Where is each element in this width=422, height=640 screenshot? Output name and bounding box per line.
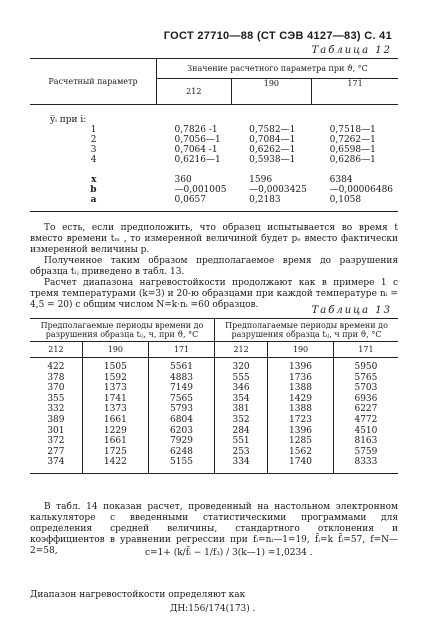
table-cell: 1741 (82, 394, 148, 405)
table-cell: 372 (47, 436, 65, 447)
table-cell: —0,001005 (174, 185, 227, 195)
row-label: 2 (90, 135, 97, 145)
temp-header: 212 (215, 342, 268, 358)
table-cell: 1740 (268, 457, 334, 468)
value-header: Значение расчетного параметра при ϑ, °C (157, 59, 399, 79)
table-cell: 1596 (249, 175, 273, 185)
table-cell: 284 (215, 426, 268, 437)
table-cell: 1562 (268, 447, 334, 458)
table-row (30, 373, 398, 384)
table-cell: 0,1058 (329, 195, 362, 205)
temp-header: 212 (30, 342, 82, 358)
table-cell: —0,0003425 (249, 185, 307, 195)
table-cell: 551 (215, 436, 268, 447)
table-cell: 1285 (268, 436, 334, 447)
table-cell: 253 (215, 447, 268, 458)
table-cell: 1396 (268, 426, 334, 437)
table-cell: 1422 (82, 457, 148, 468)
table-row (30, 394, 398, 405)
row-label: b (90, 185, 97, 195)
table-13 (30, 318, 398, 474)
table-cell: 7565 (148, 394, 214, 405)
temp-header: 212 (157, 79, 232, 105)
table-cell: 370 (47, 383, 65, 394)
table-cell: 6384 (329, 175, 353, 185)
table-cell: 4772 (333, 415, 398, 426)
paragraph: Полученное таким образом предполагаемое время до разрушения образца tᵢⱼ приведено в табл. 13. (30, 256, 398, 277)
table-cell: 1723 (268, 415, 334, 426)
table-row (30, 457, 398, 468)
row-label: 3 (90, 145, 97, 155)
table-cell: 1505 (82, 362, 148, 373)
table-row (30, 362, 398, 373)
table-cell: 5703 (333, 383, 398, 394)
group-header: Предполагаемые периоды времени до разрушения образца tᵢⱼ, ч при ϑ, °C (215, 319, 398, 342)
table-cell: 1661 (82, 436, 148, 447)
table-cell: 389 (47, 414, 65, 425)
result: ДН:156/174(173) . (170, 604, 256, 614)
yi-label: y̅ᵢ при i: (50, 115, 87, 125)
table-cell: 0,7826 -1 (174, 125, 218, 135)
table-cell: 1229 (82, 426, 148, 437)
table-cell: 8163 (333, 436, 398, 447)
table-cell: 1388 (268, 404, 334, 415)
table-cell: 355 (47, 393, 65, 404)
table-row (30, 125, 398, 135)
temp-header: 190 (82, 342, 148, 358)
table-cell: 4510 (333, 426, 398, 437)
table-cell: 0,6216—1 (174, 155, 221, 165)
table-cell: 1661 (82, 415, 148, 426)
table-cell: 0,6286—1 (329, 155, 376, 165)
table-cell: 0,7518—1 (329, 125, 376, 135)
table-cell: 4883 (148, 373, 214, 384)
table-cell: 346 (215, 383, 268, 394)
table-cell: 6936 (333, 394, 398, 405)
table-row (30, 195, 398, 205)
table-cell: 7929 (148, 436, 214, 447)
table-cell: 1429 (268, 394, 334, 405)
table-row (30, 135, 398, 145)
table-cell: 1388 (268, 383, 334, 394)
table-cell: 1373 (82, 404, 148, 415)
row-label: x (91, 175, 97, 185)
temp-header: 171 (333, 342, 398, 358)
table-cell: 5793 (148, 404, 214, 415)
temp-header: 190 (268, 342, 334, 358)
table-row (30, 436, 398, 447)
table-row (30, 426, 398, 437)
formula-c: c=1+ (k/f̄ᵢ − 1/f₃) / 3(k—1) =1,0234 . (145, 548, 313, 558)
table-cell: 5950 (333, 362, 398, 373)
table-cell: 301 (47, 425, 65, 436)
table-cell: 320 (215, 362, 268, 373)
table-cell: 378 (47, 372, 65, 383)
table-cell: 1373 (82, 383, 148, 394)
table-cell: 6804 (148, 415, 214, 426)
table-cell: 0,7084—1 (249, 135, 296, 145)
table-cell: 5155 (148, 457, 214, 468)
table-row (30, 415, 398, 426)
table-cell: 6248 (148, 447, 214, 458)
paragraph: То есть, если предположить, что образец испытывается во время t вместо времени tₘ , то измеренной величиной будет pₑ вместо фактически измеренной величины p. (30, 223, 398, 255)
table-cell: 0,2183 (249, 195, 281, 205)
table-cell: 0,5938—1 (249, 155, 296, 165)
table-cell: 0,6262—1 (249, 145, 296, 155)
table-cell: 5561 (148, 362, 214, 373)
table-cell: 8333 (333, 457, 398, 468)
param-header: Расчетный параметр (30, 59, 157, 105)
row-label: 4 (90, 155, 97, 165)
table-cell: 381 (215, 404, 268, 415)
table-cell: 332 (47, 404, 65, 415)
table-cell: 334 (215, 457, 268, 468)
table-cell: 6203 (148, 426, 214, 437)
table-cell: 1592 (82, 373, 148, 384)
table-cell: 1736 (268, 373, 334, 384)
page-header: ГОСТ 27710—88 (СТ СЭВ 4127—83) С. 41 (163, 30, 392, 42)
table-row (30, 145, 398, 155)
table-row (30, 383, 398, 394)
group-header: Предполагаемые периоды времени до разрушения образца tᵢⱼ, ч, при ϑ, °C (30, 319, 215, 342)
table-row (30, 165, 398, 185)
table-12-caption: Таблица 12 (311, 45, 392, 56)
table-cell: 354 (215, 394, 268, 405)
table-cell: 352 (215, 415, 268, 426)
table-cell: —0,00006486 (329, 185, 394, 195)
table-cell: 0,7582—1 (249, 125, 296, 135)
paragraph: Диапазон нагревостойкости определяют как (30, 590, 246, 600)
table-cell: 0,6598—1 (329, 145, 376, 155)
table-cell: 0,7262—1 (329, 135, 376, 145)
table-cell: 0,7056—1 (174, 135, 221, 145)
table-cell: 0,7064 -1 (174, 145, 218, 155)
table-row (30, 185, 398, 195)
temp-header: 171 (312, 79, 398, 105)
temp-header: 190 (231, 79, 311, 105)
table-row (30, 404, 398, 415)
paragraph: В табл. 14 показан расчет, проведенный на настольном электронном калькуляторе с введенными статистическими программами для определения средней величины, стандартного отклонения и коэффициентов в уравнении регрессии при fᵢ=nᵢ—1=19, f̄ᵢ=k f̄ᵢ=57, f=N—2=58, (30, 502, 398, 556)
table-cell: 374 (47, 457, 65, 468)
table-13-caption: Таблица 13 (311, 305, 392, 316)
table-cell: 6227 (333, 404, 398, 415)
table-12 (30, 58, 398, 212)
paragraph: Расчет диапазона нагревостойкости продолжают как в примере 1 с тремя температурами (k=3) и 20-ю образцами при каждой температуре nᵢ = 4,5 = 20) с общим числом N=k·nᵢ =60 образцов. (30, 278, 398, 310)
row-label: 1 (90, 125, 97, 135)
table-cell: 555 (215, 373, 268, 384)
table-row (30, 155, 398, 165)
table-cell: 0,0657 (174, 195, 206, 205)
table-cell: 5765 (333, 373, 398, 384)
table-cell: 5759 (333, 447, 398, 458)
table-cell: 277 (47, 446, 65, 457)
temp-header: 171 (148, 342, 214, 358)
table-cell: 1396 (268, 362, 334, 373)
row-label: a (90, 195, 97, 205)
table-cell: 7149 (148, 383, 214, 394)
table-row (30, 447, 398, 458)
table-cell: 360 (174, 175, 192, 185)
table-cell: 1725 (82, 447, 148, 458)
table-cell: 422 (47, 362, 65, 372)
